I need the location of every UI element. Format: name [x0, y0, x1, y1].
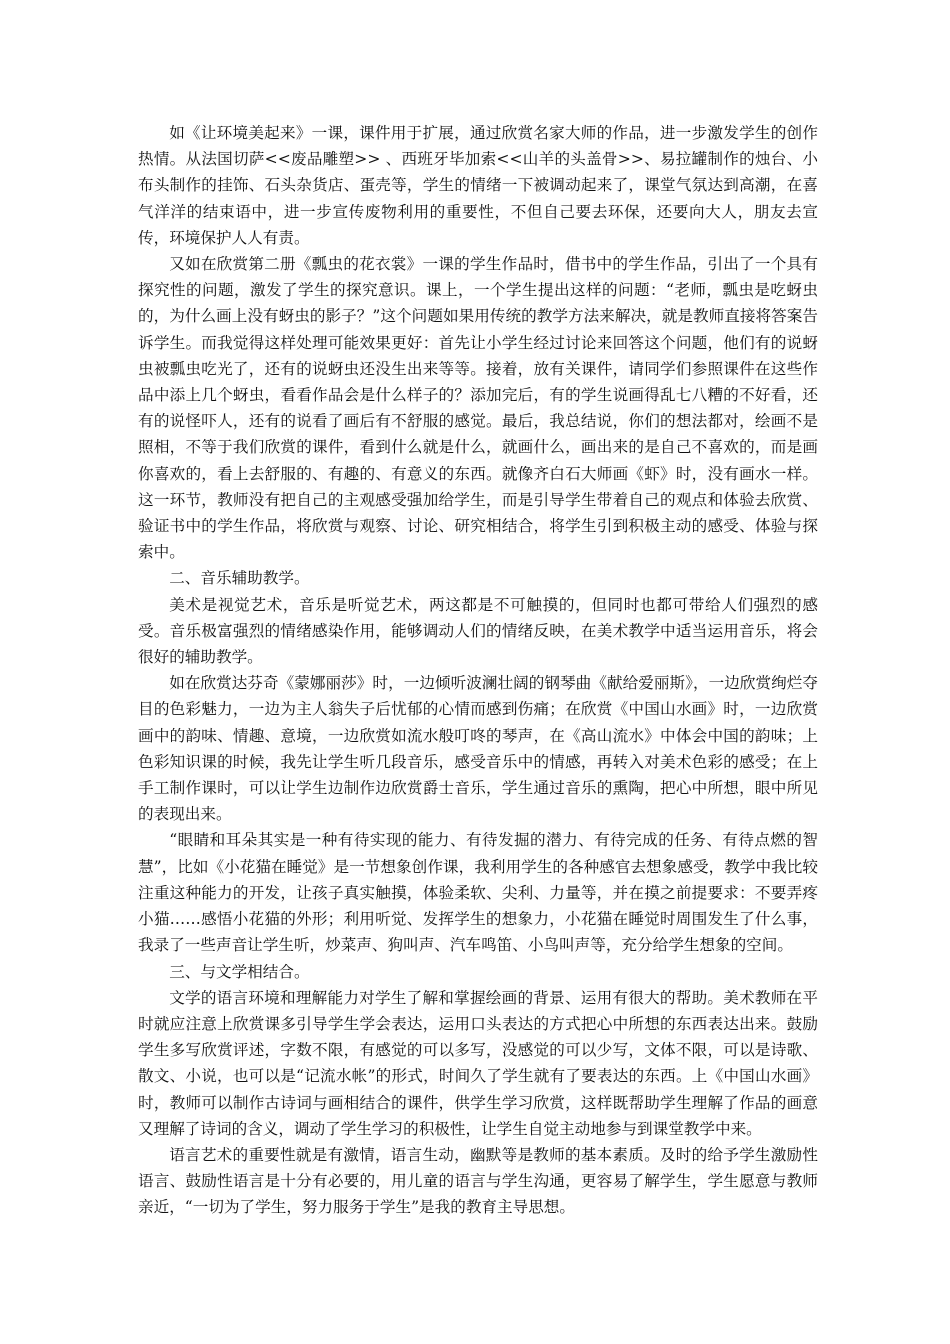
section-heading-literature: 三、与文学相结合。	[169, 962, 310, 981]
section-heading-music: 二、音乐辅助教学。	[169, 569, 310, 588]
document-body	[138, 120, 818, 1221]
paragraph-music-intro: 美术是视觉艺术，音乐是听觉艺术，两这都是不可触摸的，但同时也都可带给人们强烈的感受。音乐极富强烈的情绪感染作用，能够调动人们的情绪反映，在美术教学中适当运用音乐，将会很好的辅助教学。	[138, 595, 818, 667]
paragraph-language-art: 语言艺术的重要性就是有激情，语言生动，幽默等是教师的基本素质。及时的给予学生激励性语言、鼓励性语言是十分有必要的，用儿童的语言与学生沟通，更容易了解学生，学生愿意与教师亲近，“一切为了学生，努力服务于学生”是我的教育主导思想。	[138, 1145, 818, 1217]
paragraph-literature: 文学的语言环境和理解能力对学生了解和掌握绘画的背景、运用有很大的帮助。美术教师在平时就应注意上欣赏课多引导学生学会表达，运用口头表达的方式把心中所想的东西表达出来。鼓励学生多写欣赏评述，字数不限，有感觉的可以多写，没感觉的可以少写，文体不限，可以是诗歌、散文、小说，也可以是“记流水帐”的形式，时间久了学生就有了要表达的东西。上《中国山水画》时，教师可以制作古诗词与画相结合的课件，供学生学习欣赏，这样既帮助学生理解了作品的画意又理解了诗词的含义，调动了学生学习的积极性，让学生自觉主动地参与到课堂教学中来。	[138, 988, 818, 1138]
paragraph-music-examples: 如在欣赏达芬奇《蒙娜丽莎》时，一边倾听波澜壮阔的钢琴曲《献给爱丽斯》，一边欣赏绚烂夺目的色彩魅力，一边为主人翁失子后忧郁的心情而感到伤痛；在欣赏《中国山水画》时，一边欣赏画中的韵味、情趣、意境，一边欣赏如流水般叮咚的琴声，在《高山流水》中体会中国的韵味；上色彩知识课的时候，我先让学生听几段音乐，感受音乐中的情感，再转入对美术色彩的感受；在上手工制作课时，可以让学生边制作边欣赏爵士音乐，学生通过音乐的熏陶，把心中所想，眼中所见的表现出来。	[138, 674, 818, 824]
paragraph-ladybug-lesson: 又如在欣赏第二册《瓢虫的花衣裳》一课的学生作品时，借书中的学生作品，引出了一个具有探究性的问题，激发了学生的探究意识。课上，一个学生提出这样的问题：“老师，瓢虫是吃蚜虫的，为什么画上没有蚜虫的影子？”这个问题如果用传统的教学方法来解决，就是教师直接将答案告诉学生。而我觉得这样处理可能效果更好：首先让小学生经过讨论来回答这个问题，他们有的说蚜虫被瓢虫吃光了，还有的说蚜虫还没生出来等等。接着，放有关课件，请同学们参照课件在这些作品中添上几个蚜虫，看看作品会是什么样子的？添加完后，有的学生说画得乱七八糟的不好看，还有的说怪吓人，还有的说看了画后有不舒服的感觉。最后，我总结说，你们的想法都对，绘画不是照相，不等于我们欣赏的课件，看到什么就是什么，就画什么，画出来的是自己不喜欢的，而是画你喜欢的，看上去舒服的、有趣的、有意义的东西。就像齐白石大师画《虾》时，没有画水一样。这一环节，教师没有把自己的主观感受强加给学生，而是引导学生带着自己的观点和体验去欣赏、验证书中的学生作品，将欣赏与观察、讨论、研究相结合，将学生引到积极主动的感受、体验与探索中。	[138, 255, 818, 562]
paragraph-senses-quote: “眼睛和耳朵其实是一种有待实现的能力、有待发掘的潜力、有待完成的任务、有待点燃的智慧”，比如《小花猫在睡觉》是一节想象创作课，我利用学生的各种感官去想象感受，教学中我比较注重这种能力的开发，让孩子真实触摸，体验柔软、尖利、力量等，并在摸之前提要求：不要弄疼小猫……感悟小花猫的外形；利用听觉、发挥学生的想象力，小花猫在睡觉时周围发生了什么事，我录了一些声音让学生听，炒菜声、狗叫声、汽车鸣笛、小鸟叫声等，充分给学生想象的空间。	[138, 831, 818, 955]
paragraph-environment-lesson: 如《让环境美起来》一课，课件用于扩展，通过欣赏名家大师的作品，进一步激发学生的创作热情。从法国切萨<<废品雕塑>> 、西班牙毕加索<<山羊的头盖骨>>、易拉罐制作的烛台、小布头制作的挂饰、石头杂货店、蛋壳等，学生的情绪一下被调动起来了，课堂气氛达到高潮，在喜气洋洋的结束语中，进一步宣传废物利用的重要性，不但自己要去环保，还要向大人，朋友去宣传，环境保护人人有责。	[138, 124, 818, 247]
